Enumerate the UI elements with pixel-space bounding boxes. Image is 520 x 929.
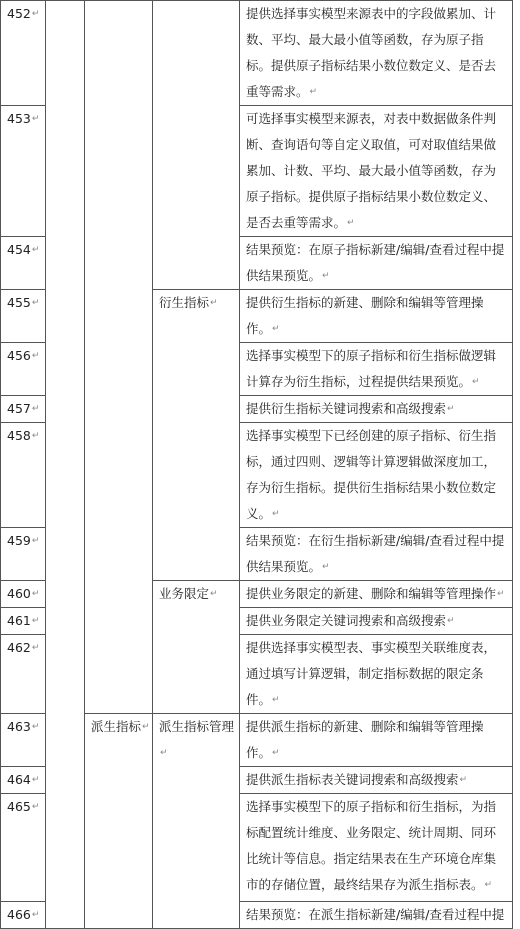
row-number: 459 bbox=[7, 533, 31, 548]
row-description: 提供选择事实模型来源表中的字段做累加、计数、平均、最大最小值等函数，存为原子指标。提供原子指标结果小数位数定义、是否去重等需求。 bbox=[246, 6, 497, 99]
row-description: 选择事实模型下的原子指标和衍生指标做逻辑计算存为衍生指标，过程提供结果预览。 bbox=[246, 348, 497, 389]
table-row: 456↵ 选择事实模型下的原子指标和衍生指标做逻辑计算存为衍生指标，过程提供结果预览。↵ bbox=[1, 343, 513, 396]
column-2-cell bbox=[85, 1, 153, 714]
row-number: 453 bbox=[7, 111, 31, 126]
table-row: 464↵ 提供派生指标表关键词搜索和高级搜索↵ bbox=[1, 767, 513, 794]
table-row: 463↵ 派生指标↵ 派生指标管理↵ 提供派生指标的新建、删除和编辑等管理操作。↵ bbox=[1, 714, 513, 767]
row-description: 提供选择事实模型表、事实模型关联维度表，通过填写计算逻辑，制定指标数据的限定条件。 bbox=[246, 640, 497, 707]
row-number: 452 bbox=[7, 6, 31, 21]
table-row: 462↵ 提供选择事实模型表、事实模型关联维度表，通过填写计算逻辑，制定指标数据的限定条件。↵ bbox=[1, 635, 513, 714]
row-number: 460 bbox=[7, 586, 31, 601]
row-number: 456 bbox=[7, 348, 31, 363]
table-row: 458↵ 选择事实模型下已经创建的原子指标、衍生指标，通过四则、逻辑等计算逻辑做深度加工，存为衍生指标。提供衍生指标结果小数位数定义。↵ bbox=[1, 423, 513, 528]
row-description: 可选择事实模型来源表，对表中数据做条件判断、查询语句等自定义取值，可对取值结果做累加、计数、平均、最大最小值等函数，存为原子指标。提供原子指标结果小数位数定义、是否去重等需求。 bbox=[246, 111, 497, 230]
row-number: 466 bbox=[7, 907, 31, 922]
row-number: 465 bbox=[7, 799, 31, 814]
table-row: 457↵ 提供衍生指标关键词搜索和高级搜索↵ bbox=[1, 396, 513, 423]
table-row: 453↵ 可选择事实模型来源表，对表中数据做条件判断、查询语句等自定义取值，可对取值结果做累加、计数、平均、最大最小值等函数，存为原子指标。提供原子指标结果小数位数定义、是否去重等需求。↵ bbox=[1, 106, 513, 237]
row-number: 458 bbox=[7, 428, 31, 443]
row-description: 结果预览：在衍生指标新建/编辑/查看过程中提供结果预览。 bbox=[246, 533, 505, 574]
column-1-cell bbox=[46, 1, 85, 929]
table-row: 465↵ 选择事实模型下的原子指标和衍生指标，为指标配置统计维度、业务限定、统计周期、同环比统计等信息。指定结果表在生产环境仓库集市的存储位置，最终结果存为派生指标表。↵ bbox=[1, 794, 513, 902]
table-row: 460↵ 业务限定↵ 提供业务限定的新建、删除和编辑等管理操作↵ bbox=[1, 581, 513, 608]
row-number: 464 bbox=[7, 772, 31, 787]
row-description: 选择事实模型下的原子指标和衍生指标，为指标配置统计维度、业务限定、统计周期、同环比统计等信息。指定结果表在生产环境仓库集市的存储位置，最终结果存为派生指标表。 bbox=[246, 799, 497, 892]
table-row: 466↵ 结果预览：在派生指标新建/编辑/查看过程中提 bbox=[1, 902, 513, 929]
row-number: 462 bbox=[7, 640, 31, 655]
table-row: 459↵ 结果预览：在衍生指标新建/编辑/查看过程中提供结果预览。↵ bbox=[1, 528, 513, 581]
row-description: 提供衍生指标关键词搜索和高级搜索 bbox=[246, 401, 447, 416]
row-description: 提供衍生指标的新建、删除和编辑等管理操作。 bbox=[246, 295, 484, 336]
group-label-generated-metric-mgmt: 派生指标管理 bbox=[159, 719, 235, 734]
row-description: 提供业务限定的新建、删除和编辑等管理操作 bbox=[246, 586, 497, 601]
row-description: 提供业务限定关键词搜索和高级搜索 bbox=[246, 613, 447, 628]
group-label-derived-metric: 衍生指标 bbox=[159, 295, 210, 310]
row-number: 457 bbox=[7, 401, 31, 416]
row-description: 选择事实模型下已经创建的原子指标、衍生指标，通过四则、逻辑等计算逻辑做深度加工，存为衍生指标。提供衍生指标结果小数位数定义。 bbox=[246, 428, 497, 521]
row-number: 463 bbox=[7, 719, 31, 734]
row-description: 提供派生指标表关键词搜索和高级搜索 bbox=[246, 772, 459, 787]
row-number: 454 bbox=[7, 242, 31, 257]
group-label-generated-metric: 派生指标 bbox=[91, 719, 142, 734]
table-row: 461↵ 提供业务限定关键词搜索和高级搜索↵ bbox=[1, 608, 513, 635]
row-description: 结果预览：在派生指标新建/编辑/查看过程中提 bbox=[246, 907, 505, 922]
table-row: 455↵ 衍生指标↵ 提供衍生指标的新建、删除和编辑等管理操作。↵ bbox=[1, 290, 513, 343]
row-description: 提供派生指标的新建、删除和编辑等管理操作。 bbox=[246, 719, 484, 760]
row-description: 结果预览：在原子指标新建/编辑/查看过程中提供结果预览。 bbox=[246, 242, 505, 283]
row-number: 455 bbox=[7, 295, 31, 310]
row-number: 461 bbox=[7, 613, 31, 628]
table-row: 454↵ 结果预览：在原子指标新建/编辑/查看过程中提供结果预览。↵ bbox=[1, 237, 513, 290]
group-label-business-limit: 业务限定 bbox=[159, 586, 210, 601]
column-3-cell bbox=[153, 1, 240, 290]
table-row: 452↵ 提供选择事实模型来源表中的字段做累加、计数、平均、最大最小值等函数，存为原子指标。提供原子指标结果小数位数定义、是否去重等需求。↵ bbox=[1, 1, 513, 106]
